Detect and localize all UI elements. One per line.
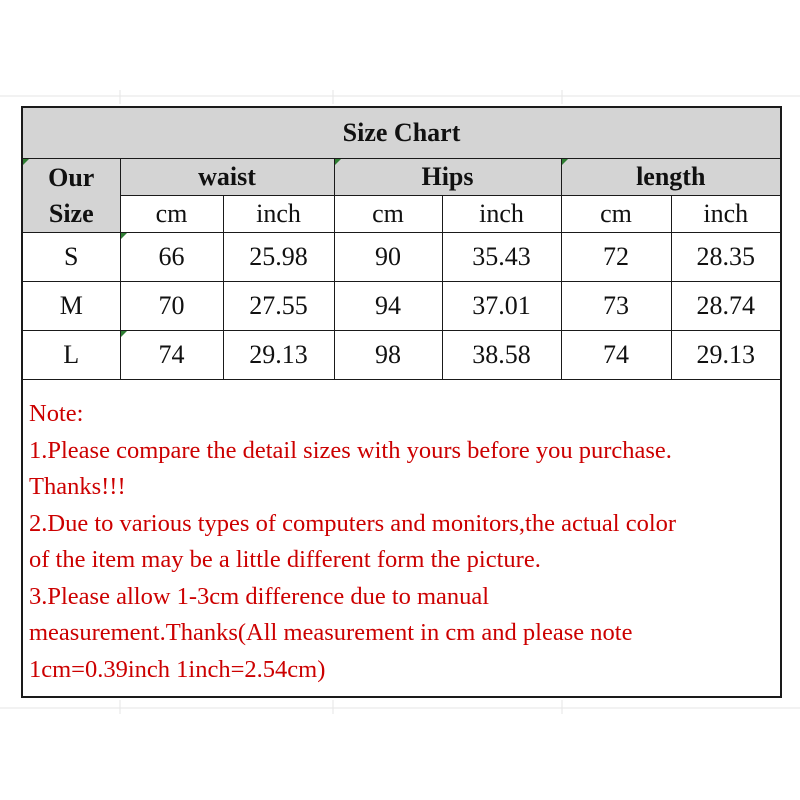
- size-label: L: [23, 331, 120, 380]
- our-size-header: [23, 159, 120, 233]
- table-row: [23, 331, 780, 380]
- note-line: 3.Please allow 1-3cm difference due to manual: [29, 582, 490, 610]
- table-cell: 74: [561, 331, 671, 380]
- note-line: measurement.Thanks(All measurement in cm and please note: [29, 619, 633, 646]
- group-header-length: length: [561, 159, 780, 196]
- unit-header: inch: [442, 196, 561, 233]
- table-cell: 28.74: [671, 282, 780, 331]
- table-row: [23, 282, 780, 331]
- our-size-line1: Our: [48, 162, 95, 192]
- table-cell: 94: [334, 282, 442, 331]
- table-title: Size Chart: [23, 108, 780, 159]
- table-cell: 73: [561, 282, 671, 331]
- size-label: M: [23, 282, 120, 331]
- table-cell: 37.01: [442, 282, 561, 331]
- note-heading: Note:: [29, 400, 84, 427]
- table-cell: 90: [334, 233, 442, 282]
- notes-block: [23, 380, 780, 688]
- group-header-waist: waist: [120, 159, 334, 196]
- note-line: Thanks!!!: [29, 473, 126, 500]
- note-line: of the item may be a little different form the picture.: [29, 546, 541, 573]
- unit-header: inch: [223, 196, 334, 233]
- unit-header: cm: [334, 196, 442, 233]
- table-cell: 74: [120, 331, 223, 380]
- table-cell: 35.43: [442, 233, 561, 282]
- table-cell: 72: [561, 233, 671, 282]
- size-label: S: [23, 233, 120, 282]
- unit-header: inch: [671, 196, 780, 233]
- table-cell: 70: [120, 282, 223, 331]
- table-row: [23, 233, 780, 282]
- table-cell: 25.98: [223, 233, 334, 282]
- table-cell: 29.13: [671, 331, 780, 380]
- size-chart-sheet: [21, 106, 782, 698]
- group-header-hips: Hips: [334, 159, 561, 196]
- note-line: 1cm=0.39inch 1inch=2.54cm): [29, 655, 326, 683]
- unit-header: cm: [561, 196, 671, 233]
- table-cell: 28.35: [671, 233, 780, 282]
- size-table: [23, 108, 780, 380]
- table-cell: 98: [334, 331, 442, 380]
- table-cell: 29.13: [223, 331, 334, 380]
- our-size-line2: Size: [48, 198, 94, 228]
- table-cell: 27.55: [223, 282, 334, 331]
- unit-header: cm: [120, 196, 223, 233]
- table-cell: 38.58: [442, 331, 561, 380]
- table-cell: 66: [120, 233, 223, 282]
- note-line: 2.Due to various types of computers and monitors,the actual color: [29, 509, 677, 537]
- note-line: 1.Please compare the detail sizes with yours before you purchase.: [29, 436, 672, 464]
